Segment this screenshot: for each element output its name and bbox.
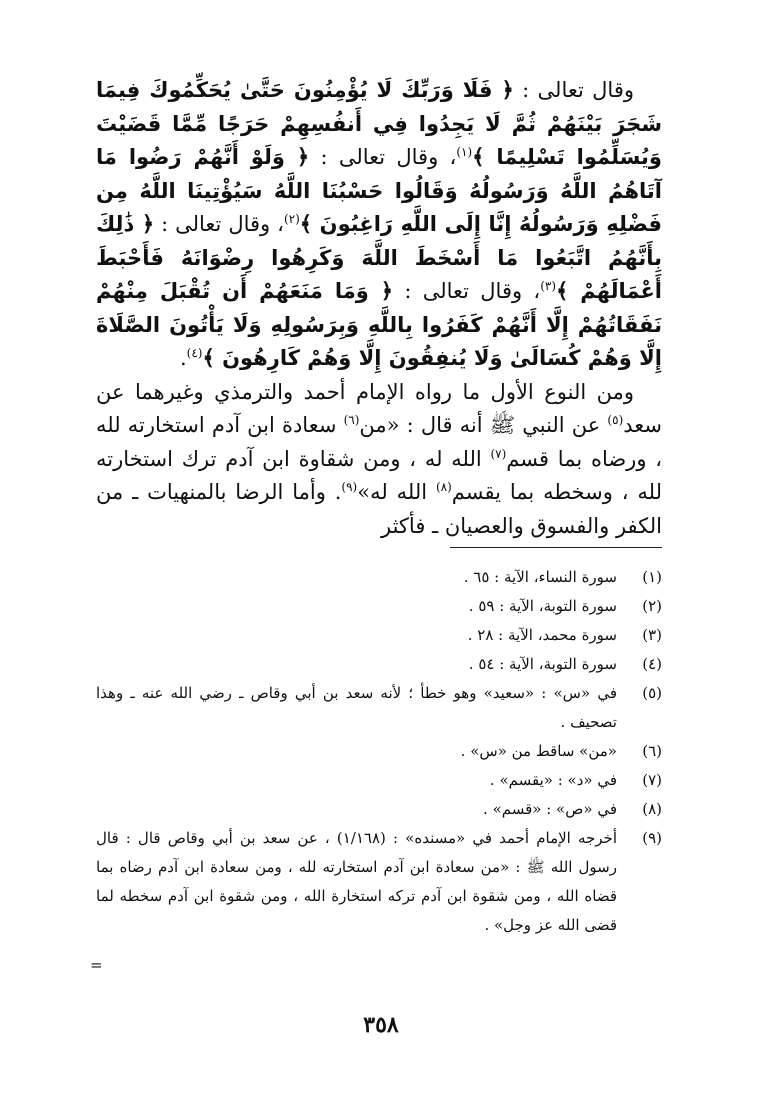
- footnote-ref-1: (١): [456, 145, 473, 159]
- text-span: .: [179, 346, 187, 370]
- footnote-text: سورة التوبة، الآية : ٥٩ .: [468, 597, 617, 615]
- text-span: الله له»: [357, 480, 436, 504]
- footnote-ref-8: (٨): [435, 480, 452, 494]
- quran-verse-2: ﴿ وَلَوْ أَنَّهُمْ رَضُوا مَا آتَاهُمُ اللَّهُ وَرَسُولُهُ وَقَالُوا حَسْبُنَا اللَّهُ سَيُؤْتِينَا اللَّهُ مِن فَضْلِهِ وَرَسُولُهُ إِنَّا إِلَى اللَّهِ رَاغِبُونَ ﴾: [96, 145, 662, 236]
- footnote-item: [96, 795, 662, 824]
- footnote-item: [96, 650, 662, 679]
- footnote-text: سورة النساء، الآية : ٦٥ .: [463, 568, 617, 586]
- footnote-item: [96, 824, 662, 940]
- text-span: عن النبي ﷺ أنه قال : «من: [359, 413, 608, 437]
- page-number: ٣٥٨: [363, 1012, 399, 1038]
- footnote-text: في «د» : «يقسم» .: [489, 771, 617, 789]
- footnote-text: في «ص» : «قسم» .: [483, 800, 617, 818]
- footnote-number: (٤): [642, 655, 662, 673]
- footnote-text: في «س» : «سعيد» وهو خطأ ؛ لأنه سعد بن أبي وقاص ـ رضي الله عنه ـ وهذا تصحيف .: [96, 684, 617, 731]
- footnote-number: (٩): [642, 829, 662, 847]
- quran-verse-3: ﴿ ذَٰلِكَ بِأَنَّهُمُ اتَّبَعُوا مَا أَسْخَطَ اللَّهَ وَكَرِهُوا رِضْوَانَهُ فَأَحْبَطَ أَعْمَالَهُمْ ﴾: [96, 212, 662, 303]
- footnote-ref-7: (٧): [490, 446, 507, 461]
- footnote-ref-6: (٦): [343, 413, 360, 427]
- footnote-ref-4: (٤): [186, 346, 203, 360]
- footnote-number: (٧): [642, 771, 662, 789]
- footnote-number: (٢): [642, 597, 662, 615]
- text-span: ، وقال تعالى :: [393, 279, 541, 303]
- main-text: [96, 74, 662, 543]
- text-span: ، وقال تعالى :: [154, 212, 284, 236]
- footnote-number: (٨): [642, 800, 662, 818]
- footnote-ref-9: (٩): [341, 480, 358, 494]
- footnote-text: سورة محمد، الآية : ٢٨ .: [467, 626, 617, 644]
- footnote-item: [96, 621, 662, 650]
- text-span: وقال تعالى :: [513, 78, 635, 102]
- text-span: سعادة ابن آدم استخارته لله ، ورضاه بما قسم: [96, 413, 662, 471]
- quran-verse-1: ﴿ فَلَا وَرَبِّكَ لَا يُؤْمِنُونَ حَتَّىٰ يُحَكِّمُوكَ فِيمَا شَجَرَ بَيْنَهُمْ ثُمَّ لَا يَجِدُوا فِي أَنفُسِهِمْ حَرَجًا مِّمَّا قَضَيْتَ وَيُسَلِّمُوا تَسْلِيمًا ﴾: [96, 78, 662, 169]
- footnotes: [96, 563, 662, 940]
- footnote-item: [96, 563, 662, 592]
- footnote-item: [96, 592, 662, 621]
- footnote-item: [96, 737, 662, 766]
- footnote-ref-2: (٢): [283, 212, 300, 226]
- footnote-text: سورة التوبة، الآية : ٥٤ .: [468, 655, 617, 673]
- text-span: الله له ، ومن شقاوة ابن آدم ترك استخارته لله ، وسخطه بما يقسم: [96, 446, 662, 504]
- footnote-item: [96, 766, 662, 795]
- footnote-number: (٥): [642, 684, 662, 702]
- text-span: ومن النوع الأول ما رواه الإمام أحمد والترمذي وغيرهما عن سعد: [96, 379, 662, 437]
- continuation-mark: =: [90, 956, 103, 974]
- footnote-number: (٣): [642, 626, 662, 644]
- quran-verse-4: ﴿ وَمَا مَنَعَهُمْ أَن تُقْبَلَ مِنْهُمْ نَفَقَاتُهُمْ إِلَّا أَنَّهُمْ كَفَرُوا بِاللَّهِ وَبِرَسُولِهِ وَلَا يَأْتُونَ الصَّلَاةَ إِلَّا وَهُمْ كُسَالَىٰ وَلَا يُنفِقُونَ إِلَّا وَهُمْ كَارِهُونَ ﴾: [96, 279, 662, 370]
- text-span: . وأما الرضا بالمنهيات ـ من الكفر والفسوق والعصيان ـ فأكثر: [96, 480, 662, 538]
- footnote-number: (١): [642, 568, 662, 586]
- footnote-number: (٦): [642, 742, 662, 760]
- footnote-ref-5: (٥): [607, 413, 624, 427]
- footnote-ref-3: (٣): [540, 279, 557, 293]
- footnote-item: [96, 679, 662, 737]
- footnote-divider: [450, 547, 662, 548]
- paragraph-1: [96, 74, 662, 376]
- footnote-text: «من» ساقط من «س» .: [460, 742, 617, 760]
- footnote-text: أخرجه الإمام أحمد في «مسنده» : (١/١٦٨) ، عن سعد بن أبي وقاص قال : قال رسول الله ﷺ : «من سعادة ابن آدم استخارته لله ، ومن سعادة ابن آدم رضاه بما قضاه الله ، ومن شقوة ابن آدم تركه استخارة الله ، ومن شقوة ابن آدم سخطه لما قضى الله عز وجل» .: [96, 829, 617, 934]
- text-span: ، وقال تعالى :: [309, 145, 457, 169]
- paragraph-2: [96, 376, 662, 544]
